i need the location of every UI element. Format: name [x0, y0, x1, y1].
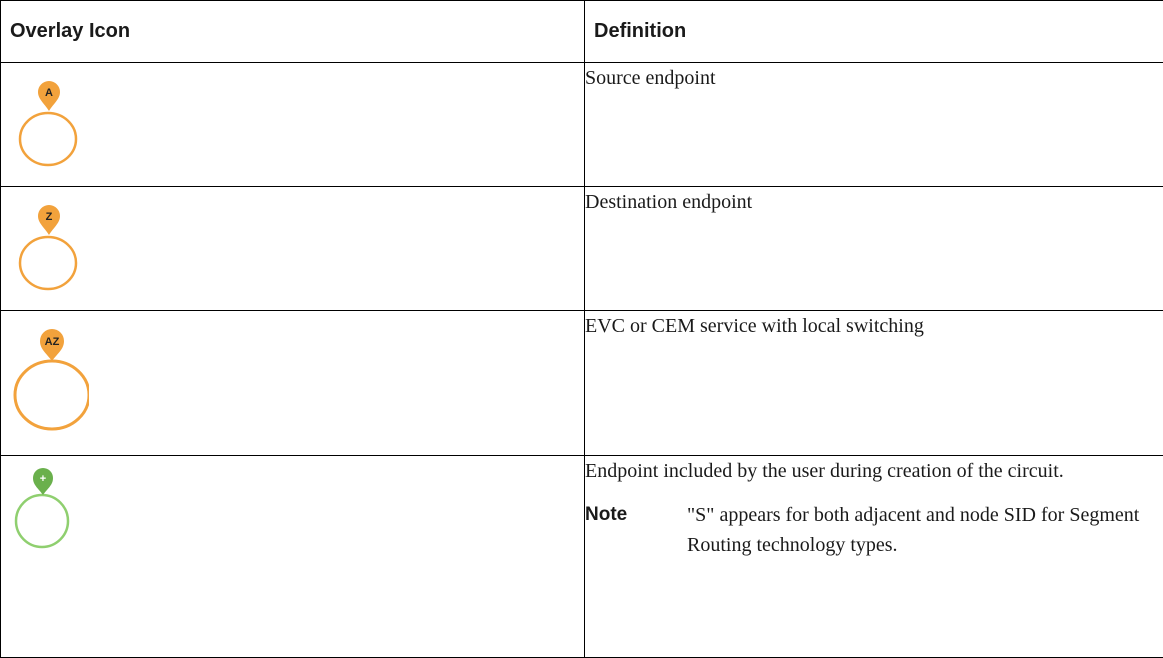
orange-endpoint-z-icon: [9, 200, 89, 300]
icon-cell: [1, 311, 585, 456]
definition-text: Endpoint included by the user during creation of the circuit.: [585, 456, 1163, 486]
orange-endpoint-a-icon: [9, 76, 89, 176]
green-endpoint-plus-icon: [9, 465, 89, 565]
header-definition: Definition: [585, 1, 1163, 63]
definition-cell: EVC or CEM service with local switching: [585, 311, 1163, 456]
icon-cell: [1, 456, 585, 658]
definition-cell: [585, 456, 1163, 658]
definition-cell: Source endpoint: [585, 63, 1163, 187]
marker-label: Z: [46, 211, 53, 223]
marker-label: A: [45, 87, 53, 99]
note-label: Note: [585, 500, 687, 560]
table-row: [1, 187, 1163, 311]
table-row: [1, 63, 1163, 187]
definition-cell: Destination endpoint: [585, 187, 1163, 311]
marker-label: AZ: [45, 336, 60, 348]
icon-cell: [1, 63, 585, 187]
icon-cell: [1, 187, 585, 311]
table-row: [1, 311, 1163, 456]
endpoint-ring: [16, 495, 68, 547]
note-block: [585, 500, 1163, 560]
table-header-row: [1, 1, 1163, 63]
header-overlay-icon: Overlay Icon: [1, 1, 585, 63]
orange-endpoint-az-icon: [9, 324, 89, 434]
marker-label: +: [40, 473, 46, 485]
endpoint-ring: [15, 361, 89, 429]
table-row: [1, 456, 1163, 658]
endpoint-ring: [20, 113, 76, 165]
endpoint-ring: [20, 237, 76, 289]
note-text: "S" appears for both adjacent and node SID for Segment Routing technology types.: [687, 500, 1163, 560]
